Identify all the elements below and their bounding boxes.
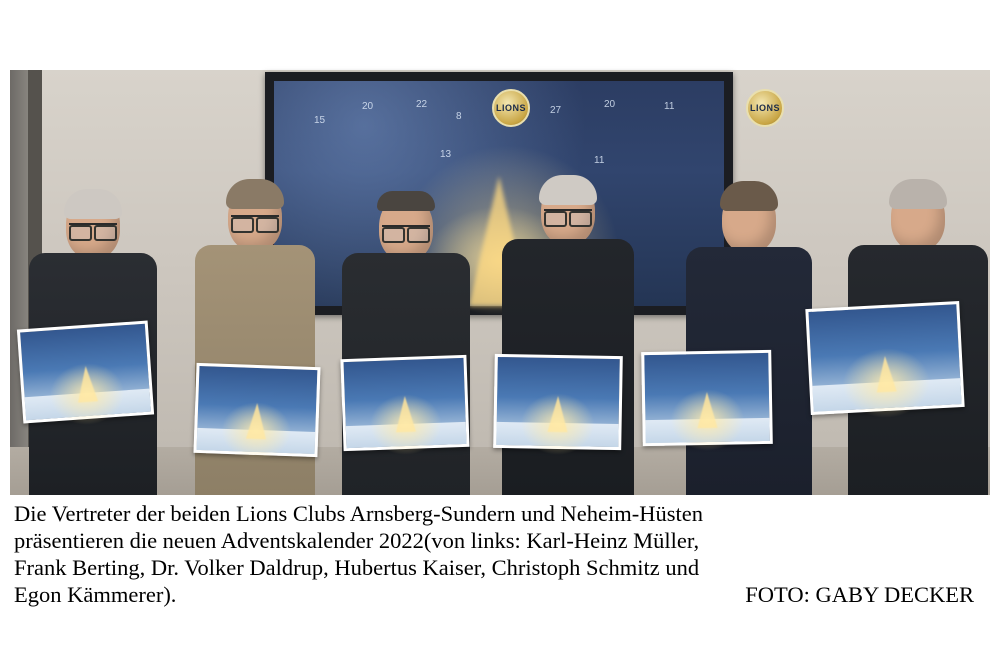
calendar-number: 8 [456,111,462,122]
calendar-number: 20 [604,99,616,110]
lions-logo-left: LIONS [492,89,530,127]
caption-last-line [14,581,974,608]
calendar-glow [670,389,745,452]
calendar-glow [520,393,594,456]
advent-calendar-card [340,355,469,451]
people-group [10,105,990,495]
lions-logo-right: LIONS [746,89,784,127]
person-hair [889,179,947,209]
person-hair [64,189,122,219]
calendar-number: 11 [594,155,605,166]
advent-calendar-card [805,301,964,415]
calendar-number: 13 [440,149,452,160]
advent-calendar-card [493,354,623,450]
person-egon-kaemmerer [848,165,988,495]
person-hubertus-kaiser [502,165,634,495]
photo-caption [14,500,974,608]
person-hair [226,179,284,209]
calendar-glow [369,393,443,456]
advent-calendar-card [17,321,154,424]
advent-calendar-card [641,350,773,446]
person-volker-daldrup [342,165,470,495]
person-hair [377,191,435,211]
photo-credit: FOTO: GABY DECKER [745,582,974,607]
glasses-icon [382,225,430,240]
calendar-number: 15 [314,115,326,126]
calendar-number: 20 [362,101,374,112]
glasses-icon [544,209,592,224]
caption-line-2: präsentieren die neuen Adventskalender 2022(von links: Karl-Heinz Müller, [14,528,700,553]
news-photo [10,70,990,495]
advent-calendar-card [193,363,320,457]
calendar-number: 22 [416,99,428,110]
person-hair [720,181,778,211]
caption-line-4: Egon Kämmerer). [14,582,177,607]
caption-line-3: Frank Berting, Dr. Volker Daldrup, Hubertus Kaiser, Christoph Schmitz und [14,555,700,580]
person-hair [539,175,597,205]
glasses-icon [69,223,117,238]
caption-line-1: Die Vertreter der beiden Lions Clubs Arnsberg-Sundern und Neheim-Hüsten [14,501,704,526]
person-karl-heinz-mueller [28,165,158,495]
calendar-number: 11 [664,101,675,112]
person-christoph-schmitz [686,165,812,495]
glasses-icon [231,215,279,230]
person-frank-berting [195,175,315,495]
calendar-number: 27 [550,105,562,116]
